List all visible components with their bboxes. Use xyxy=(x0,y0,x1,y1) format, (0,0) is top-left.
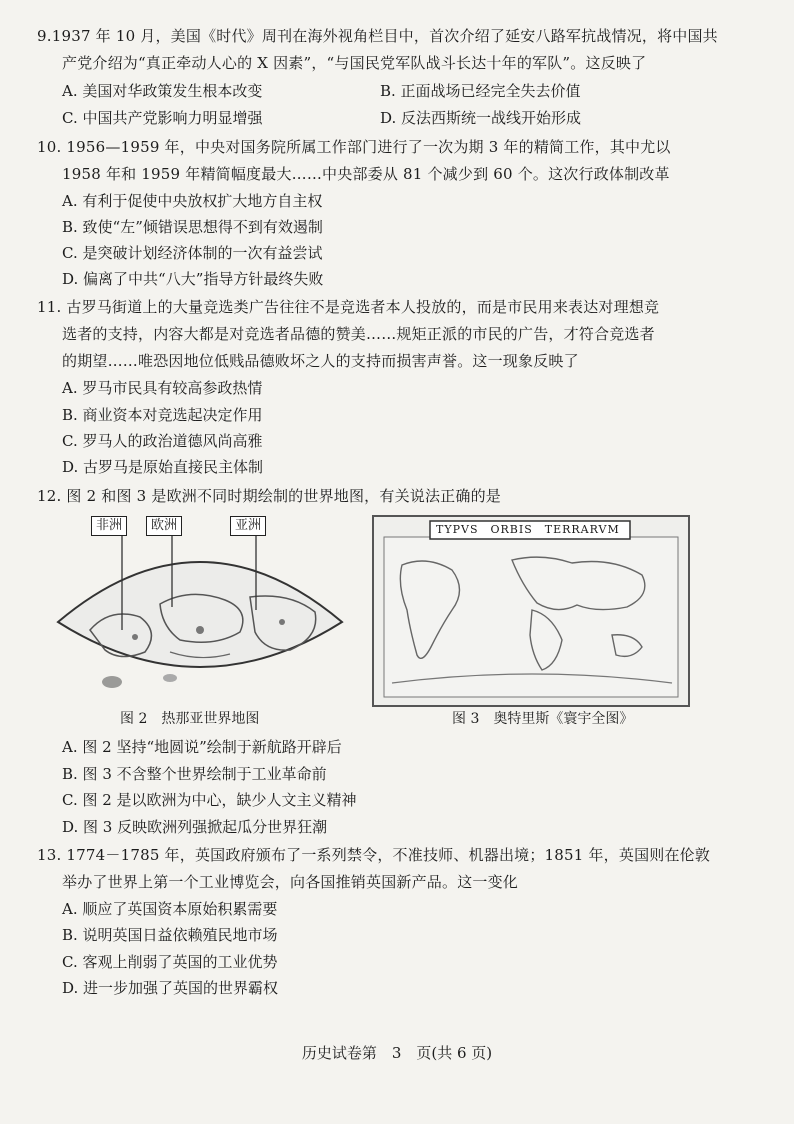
figure-2-label-europe: 欧洲 xyxy=(146,516,182,536)
page-footer: 历史试卷第 3 页(共 6 页) xyxy=(301,1044,493,1062)
figure-3-ortelius-map xyxy=(372,515,690,707)
q10-option-b: B. 致使“左”倾错误思想得不到有效遏制 xyxy=(62,218,323,236)
q12-option-b: B. 图 3 不含整个世界绘制于工业革命前 xyxy=(62,765,327,783)
q10-option-d: D. 偏离了中共“八大”指导方针最终失败 xyxy=(62,270,324,288)
q13-stem-line-2: 举办了世界上第一个工业博览会，向各国推销英国新产品。这一变化 xyxy=(62,873,519,891)
q9-option-b: B. 正面战场已经完全失去价值 xyxy=(380,82,581,100)
q13-option-c: C. 客观上削弱了英国的工业优势 xyxy=(62,953,278,971)
q10-option-c: C. 是突破计划经济体制的一次有益尝试 xyxy=(62,244,323,262)
q12-option-d: D. 图 3 反映欧洲列强掀起瓜分世界狂潮 xyxy=(62,818,328,836)
q13-option-b: B. 说明英国日益依赖殖民地市场 xyxy=(62,926,278,944)
q11-option-b: B. 商业资本对竞选起决定作用 xyxy=(62,406,263,424)
q10-stem-line-2: 1958 年和 1959 年精简幅度最大……中央部委从 81 个减少到 60 个。这次行政体制改革 xyxy=(62,165,670,183)
figure-2-label-africa: 非洲 xyxy=(91,516,127,536)
q9-option-c: C. 中国共产党影响力明显增强 xyxy=(62,109,263,127)
figure-2-caption: 图 2 热那亚世界地图 xyxy=(120,711,260,727)
q9-option-a: A. 美国对华政策发生根本改变 xyxy=(62,82,263,100)
q11-stem-line-3: 的期望……唯恐因地位低贱品德败坏之人的支持而损害声誉。这一现象反映了 xyxy=(62,352,579,370)
q10-option-a: A. 有利于促使中央放权扩大地方自主权 xyxy=(62,192,323,210)
figure-3-caption: 图 3 奥特里斯《寰宇全图》 xyxy=(452,711,634,727)
q10-stem-line-1: 10. 1956—1959 年，中央对国务院所属工作部门进行了一次为期 3 年的精简工作，其中尤以 xyxy=(37,138,671,156)
q9-stem-line-1: 9.1937 年 10 月，美国《时代》周刊在海外视角栏目中，首次介绍了延安八路军抗战情况，将中国共 xyxy=(37,27,718,45)
q12-stem-line-1: 12. 图 2 和图 3 是欧洲不同时期绘制的世界地图，有关说法正确的是 xyxy=(37,487,501,505)
q13-option-d: D. 进一步加强了英国的世界霸权 xyxy=(62,979,279,997)
q13-option-a: A. 顺应了英国资本原始积累需要 xyxy=(62,900,278,918)
q11-option-c: C. 罗马人的政治道德风尚高雅 xyxy=(62,432,263,450)
q9-option-d: D. 反法西斯统一战线开始形成 xyxy=(380,109,582,127)
figure-3-banner: TYPVS ORBIS TERRARVM xyxy=(436,523,620,536)
q11-stem-line-2: 选者的支持，内容大都是对竞选者品德的赞美……规矩正派的市民的广告，才符合竞选者 xyxy=(62,325,655,343)
q11-stem-line-1: 11. 古罗马街道上的大量竞选类广告往往不是竞选者本人投放的，而是市民用来表达对理想竞 xyxy=(37,298,660,316)
figure-2-genoese-map xyxy=(50,512,350,702)
q12-option-c: C. 图 2 是以欧洲为中心，缺少人文主义精神 xyxy=(62,791,357,809)
q13-stem-line-1: 13. 1774－1785 年，英国政府颁布了一系列禁令，不准技师、机器出境；1851 年，英国则在伦敦 xyxy=(37,846,711,864)
q11-option-d: D. 古罗马是原始直接民主体制 xyxy=(62,458,264,476)
q9-stem-line-2: 产党介绍为“真正牵动人心的 X 因素”，“与国民党军队战斗长达十年的军队”。这反映了 xyxy=(62,54,647,72)
figure-2-label-asia: 亚洲 xyxy=(230,516,266,536)
q12-option-a: A. 图 2 坚持“地圆说”绘制于新航路开辟后 xyxy=(62,738,342,756)
q11-option-a: A. 罗马市民具有较高参政热情 xyxy=(62,379,263,397)
